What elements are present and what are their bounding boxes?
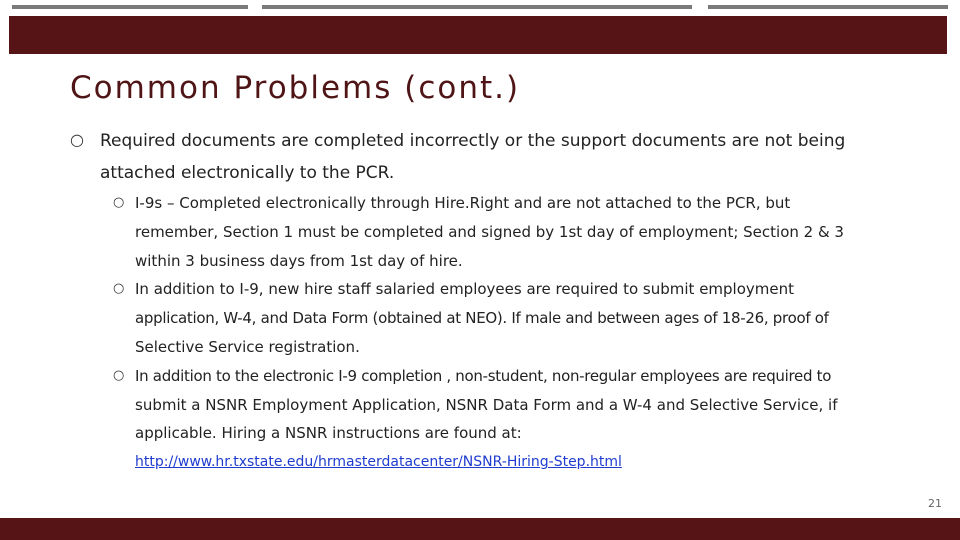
- sub-bullet-line: Selective Service registration.: [135, 338, 360, 356]
- sub-bullet-marker: ○: [113, 195, 125, 210]
- bullet-marker: ○: [70, 130, 84, 149]
- sub-bullet-line: submit a NSNR Employment Application, NSNR Data Form and a W-4 and Selective Service, if: [135, 396, 838, 414]
- sub-bullet-marker: ○: [113, 281, 125, 296]
- sub-bullet-line: remember, Section 1 must be completed and signed by 1st day of employment; Section 2 & 3: [135, 223, 844, 241]
- top-rule-2: [262, 5, 692, 9]
- sub-bullet-line: In addition to I-9, new hire staff salaried employees are required to submit employment: [135, 280, 795, 298]
- sub-bullet-marker: ○: [113, 368, 125, 383]
- slide-title: Common Problems (cont.): [70, 70, 521, 106]
- sub-bullet-line: I-9s – Completed electronically through Hire.Right and are not attached to the PCR, but: [135, 194, 791, 212]
- footer-bar: [0, 518, 960, 540]
- nsnr-hiring-link[interactable]: http://www.hr.txstate.edu/hrmasterdatacenter/NSNR-Hiring-Step.html: [135, 454, 622, 470]
- sub-bullet-line: In addition to the electronic I-9 completion , non-student, non-regular employees are required to: [135, 367, 832, 385]
- sub-bullet-line: applicable. Hiring a NSNR instructions are found at:: [135, 424, 522, 442]
- page-number: 21: [928, 497, 942, 510]
- sub-bullet-line: application, W-4, and Data Form (obtained at NEO). If male and between ages of 18-26, proof of: [135, 309, 829, 327]
- bullet-line: attached electronically to the PCR.: [100, 163, 395, 183]
- top-rule-1: [12, 5, 248, 9]
- bullet-line: Required documents are completed incorrectly or the support documents are not being: [100, 131, 846, 151]
- top-rule-3: [708, 5, 948, 9]
- sub-bullet-line: within 3 business days from 1st day of hire.: [135, 252, 463, 270]
- header-bar: [9, 16, 947, 54]
